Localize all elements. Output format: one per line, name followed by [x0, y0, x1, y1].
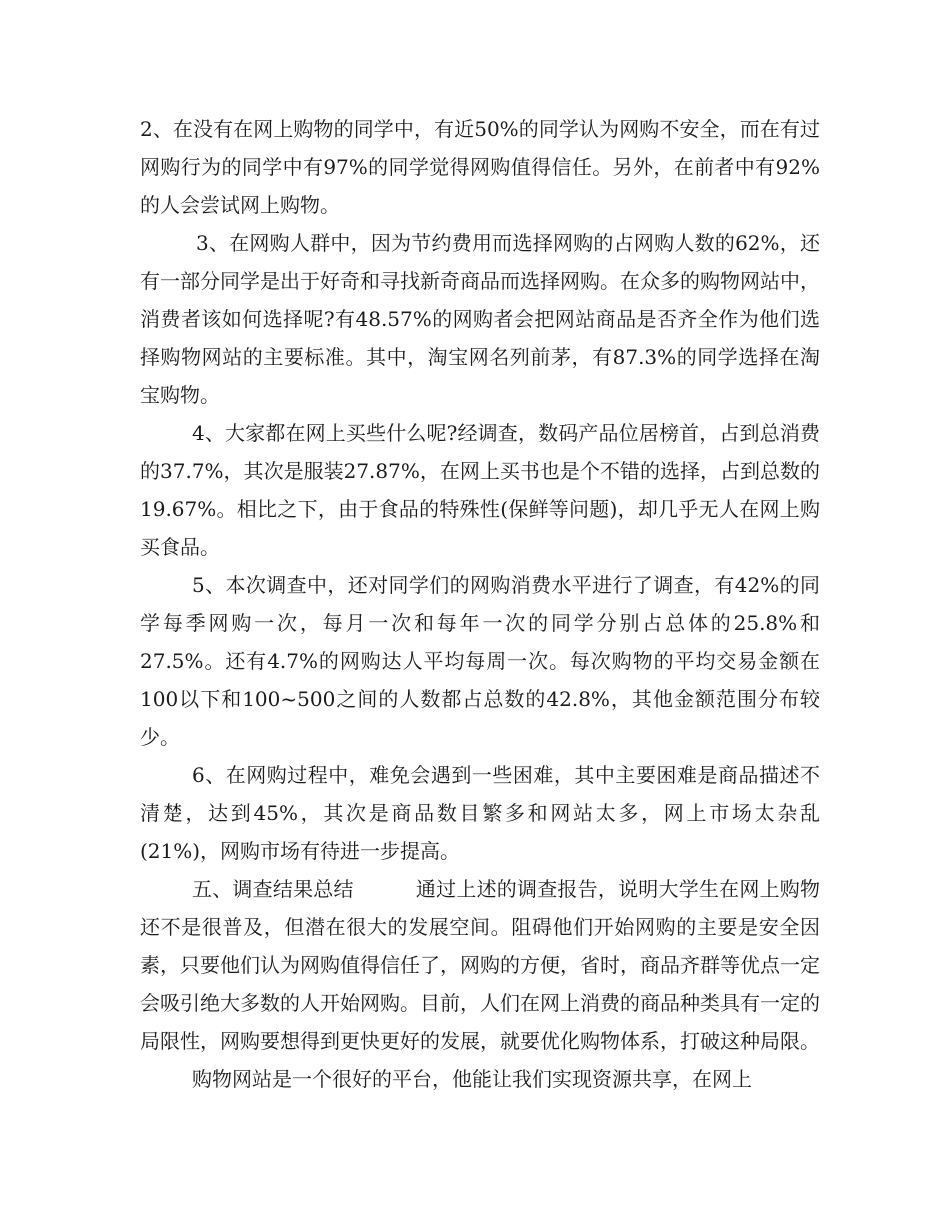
- document-body: [140, 110, 820, 1098]
- paragraph-point-4: 4、大家都在网上买些什么呢?经调查，数码产品位居榜首，占到总消费的37.7%，其次是服装27.87%，在网上买书也是个不错的选择，占到总数的19.67%。相比之下，由于食品的特殊性(保鲜等问题)，却几乎无人在网上购买食品。: [140, 421, 820, 559]
- paragraph-closing: 购物网站是一个很好的平台，他能让我们实现资源共享，在网上: [192, 1067, 752, 1091]
- paragraph-point-6: 6、在网购过程中，难免会遇到一些困难，其中主要困难是商品描述不清楚，达到45%，其次是商品数目繁多和网站太多，网上市场太杂乱(21%)，网购市场有待进一步提高。: [140, 763, 820, 863]
- paragraph-point-3: 3、在网购人群中，因为节约费用而选择网购的占网购人数的62%，还有一部分同学是出于好奇和寻找新奇商品而选择网购。在众多的购物网站中，消费者该如何选择呢?有48.57%的网购者会把网站商品是否齐全作为他们选择购物网站的主要标准。其中，淘宝网名列前茅，有87.3%的同学选择在淘宝购物。: [140, 231, 820, 407]
- paragraph-point-2: 2、在没有在网上购物的同学中，有近50%的同学认为网购不安全，而在有过网购行为的同学中有97%的同学觉得网购值得信任。另外，在前者中有92%的人会尝试网上购物。: [140, 117, 820, 217]
- paragraph-summary: [140, 870, 820, 1060]
- paragraph-point-5: 5、本次调查中，还对同学们的网购消费水平进行了调查，有42%的同学每季网购一次，每月一次和每年一次的同学分别占总体的25.8%和27.5%。还有4.7%的网购达人平均每周一次。每次购物的平均交易金额在100以下和100~500之间的人数都占总数的42.8%，其他金额范围分布较少。: [140, 573, 820, 749]
- summary-text: 通过上述的调查报告，说明大学生在网上购物还不是很普及，但潜在很大的发展空间。阻碍他们开始网购的主要是安全因素，只要他们认为网购值得信任了，网购的方便，省时，商品齐群等优点一定会吸引绝大多数的人开始网购。目前，人们在网上消费的商品种类具有一定的局限性，网购要想得到更快更好的发展，就要优化购物体系，打破这种局限。: [140, 877, 821, 1053]
- section-heading-summary: 五、调查结果总结: [192, 877, 354, 901]
